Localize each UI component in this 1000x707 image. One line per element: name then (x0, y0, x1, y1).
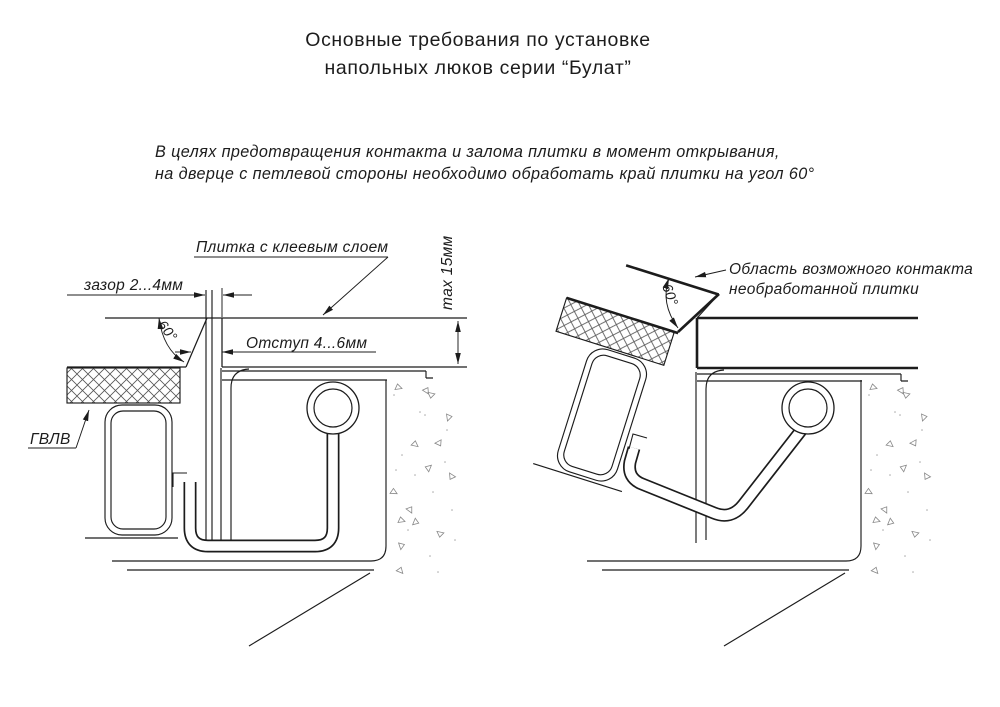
gvl-board-hatch-left (67, 368, 180, 403)
gap-dimension-label: зазор 2...4мм (84, 277, 184, 294)
max-height-label: max 15мм (439, 235, 456, 310)
sheet-title-line2: напольных люков серии “Булат” (324, 57, 632, 79)
hinge-circle-left (307, 382, 359, 434)
break-line-left (249, 573, 370, 646)
right-section-view (516, 251, 973, 646)
open-door-group (516, 251, 719, 501)
requirement-note-line2: на дверце с петлевой стороны необходимо обработать край плитки на угол 60° (155, 165, 815, 183)
door-tube-profile-left (105, 405, 172, 535)
fixed-tile-right (697, 318, 918, 368)
contact-area-label-line1: Область возможного контакта (729, 261, 974, 278)
break-line-right (724, 573, 845, 646)
contact-sweep-edge (678, 294, 719, 332)
sheet-title-line1: Основные требования по установке (305, 29, 651, 51)
bevel-angle-label-right: 60° (659, 281, 682, 308)
hinge-circle-right (782, 382, 834, 434)
hinge-arm-left (173, 424, 333, 546)
bevel-angle-label-left: 60° (154, 316, 181, 345)
requirement-note-line1: В целях предотвращения контакта и залома плитки в момент открывания, (155, 143, 780, 161)
offset-dimension-label: Отступ 4...6мм (246, 335, 368, 352)
left-section-view (28, 235, 467, 646)
hinge-arm-right (629, 428, 803, 515)
contact-area-label-line2: необработанной плитки (729, 281, 920, 298)
gvl-board-label: ГВЛВ (30, 431, 71, 448)
tile-glue-label: Плитка с клеевым слоем (196, 239, 389, 256)
